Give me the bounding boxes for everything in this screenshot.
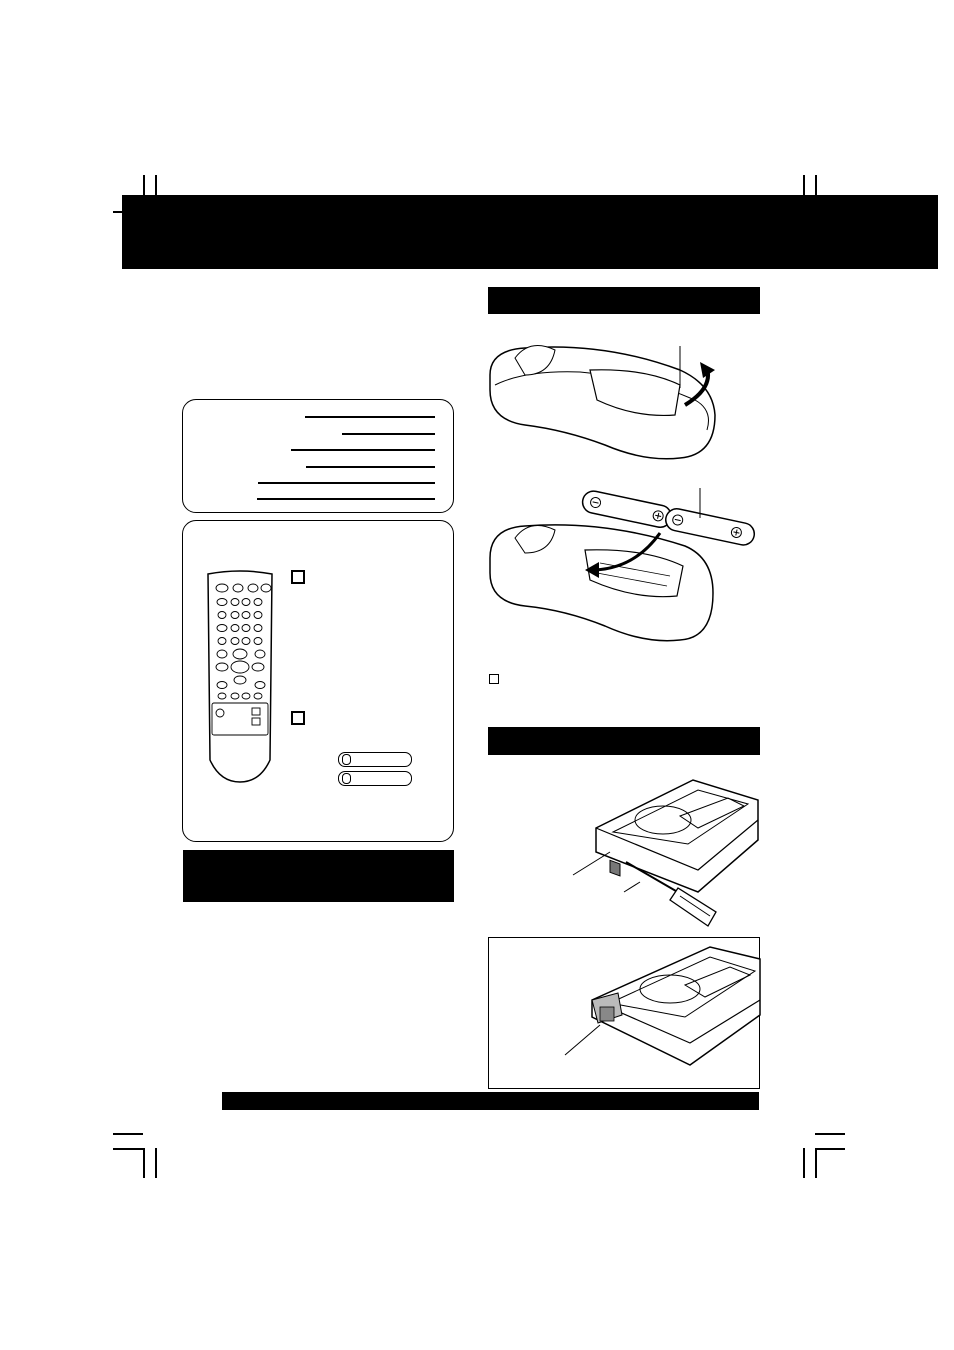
crop-mark xyxy=(815,1148,845,1150)
section-header-box xyxy=(183,850,454,902)
remote-battery-insert-illustration xyxy=(485,488,765,648)
checkbox-square-icon xyxy=(489,674,499,684)
fill-line xyxy=(257,498,435,500)
fill-line xyxy=(306,466,435,468)
crop-mark xyxy=(815,1133,845,1135)
checkbox-square-icon xyxy=(291,711,305,725)
fill-line xyxy=(258,482,435,484)
header-tab xyxy=(122,195,155,211)
fill-line xyxy=(342,433,435,435)
section-header-bar xyxy=(488,287,760,314)
video-cassette-illustration xyxy=(568,780,758,930)
battery-icon xyxy=(338,752,412,767)
crop-mark xyxy=(155,1148,157,1178)
remote-back-cover-illustration xyxy=(485,330,720,465)
crop-mark xyxy=(143,1148,145,1178)
header-bar xyxy=(122,195,938,269)
cassette-tab-closeup-illustration xyxy=(560,945,760,1085)
battery-icon xyxy=(338,771,412,786)
crop-mark xyxy=(113,1133,143,1135)
crop-mark xyxy=(113,1148,143,1150)
remote-control-illustration xyxy=(200,570,280,785)
fill-line xyxy=(305,416,435,418)
crop-mark xyxy=(815,1148,817,1178)
footer-bar xyxy=(222,1092,759,1110)
crop-mark xyxy=(803,1148,805,1178)
checkbox-square-icon xyxy=(291,570,305,584)
section-header-bar xyxy=(488,727,760,755)
fill-line xyxy=(291,449,435,451)
